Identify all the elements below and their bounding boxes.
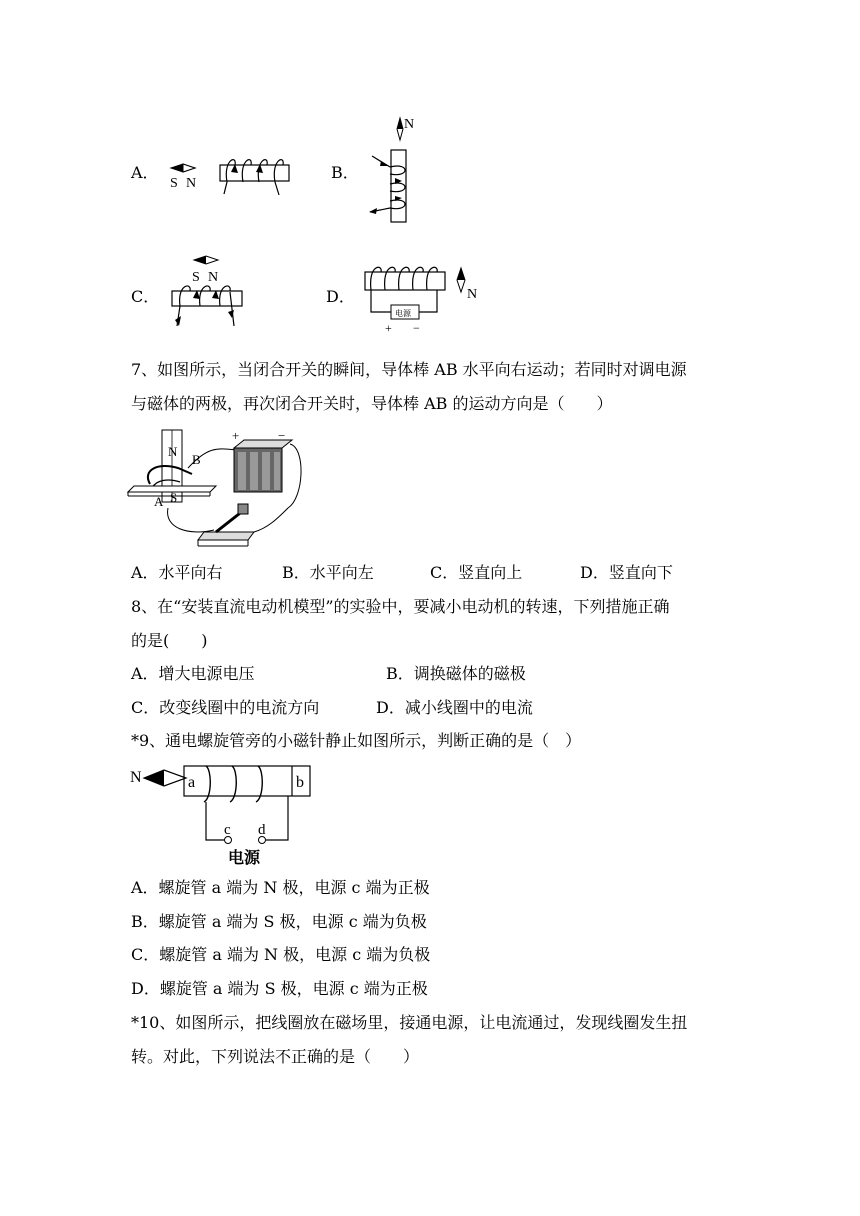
q9-option-d[interactable]: D．螺旋管 a 端为 S 极，电源 c 端为正极 [131,979,428,998]
q6-figure-b [360,112,430,227]
q9-needle-n: N [130,769,142,786]
q7-battery-minus: − [278,428,286,443]
q6-c-south-pole: S [192,270,200,285]
q6-option-a-label[interactable]: A． [131,163,159,182]
q6-d-power-label: 电源 [395,309,411,318]
q9-option-b[interactable]: B．螺旋管 a 端为 S 极，电源 c 端为负极 [131,912,427,931]
q7-magnet-n: N [168,444,178,459]
q8-option-a[interactable]: A．增大电源电压 [131,664,255,683]
q9-terminal-c: c [224,822,231,838]
q6-a-south-pole: S [170,176,178,191]
q9-end-a: a [188,774,196,791]
q6-d-north-pole: N [467,287,478,302]
q8-option-c[interactable]: C．改变线圈中的电流方向 [131,698,320,717]
q7-option-a[interactable]: A．水平向右 [131,563,223,582]
q7-rod-b: B [192,452,201,467]
q6-figure-a [165,150,295,200]
q9-power-label: 电源 [228,850,261,867]
q6-figure-c [168,254,248,334]
q7-option-b[interactable]: B．水平向左 [282,563,374,582]
q8-option-d[interactable]: D．减小线圈中的电流 [376,698,533,717]
q6-d-minus: − [413,321,420,335]
q9-option-c[interactable]: C．螺旋管 a 端为 N 极，电源 c 端为负极 [131,945,431,964]
q6-b-north-pole: N [404,117,415,132]
q9-solenoid-figure [128,762,318,870]
q9-terminal-d: d [258,822,266,838]
q6-option-b-label[interactable]: B． [331,163,359,182]
q9-end-b: b [296,774,304,791]
q7-motor-circuit-figure [128,428,308,550]
q7-option-c[interactable]: C．竖直向上 [430,563,523,582]
q10-stem-line1: *10、如图所示，把线圈放在磁场里，接通电源，让电流通过，发现线圈发生扭 [131,1013,688,1032]
q10-stem-line2: 转。对此，下列说法不正确的是（ ） [131,1047,420,1066]
q6-figure-d [355,258,495,338]
q8-option-b[interactable]: B．调换磁体的磁极 [386,664,526,683]
q9-stem: *9、通电螺旋管旁的小磁针静止如图所示，判断正确的是（ ） [131,731,582,750]
q8-stem-line1: 8、在“安装直流电动机模型”的实验中，要减小电动机的转速，下列措施正确 [131,597,670,616]
q6-a-north-pole: N [186,176,197,191]
q7-battery-plus: + [232,428,240,443]
q7-rod-a: A [154,494,164,509]
q7-magnet-s: S [170,490,178,505]
q6-c-north-pole: N [208,270,219,285]
q6-option-c-label[interactable]: C． [131,287,160,306]
q6-d-plus: + [385,321,392,335]
q7-option-d[interactable]: D．竖直向下 [580,563,673,582]
q8-stem-line2: 的是( ) [131,631,208,650]
q7-stem-line1: 7、如图所示，当闭合开关的瞬间，导体棒 AB 水平向右运动；若同时对调电源 [131,360,687,379]
q6-option-d-label[interactable]: D． [326,287,355,306]
q9-option-a[interactable]: A．螺旋管 a 端为 N 极，电源 c 端为正极 [131,878,430,897]
q7-stem-line2: 与磁体的两极，再次闭合开关时，导体棒 AB 的运动方向是（ ） [131,394,613,413]
